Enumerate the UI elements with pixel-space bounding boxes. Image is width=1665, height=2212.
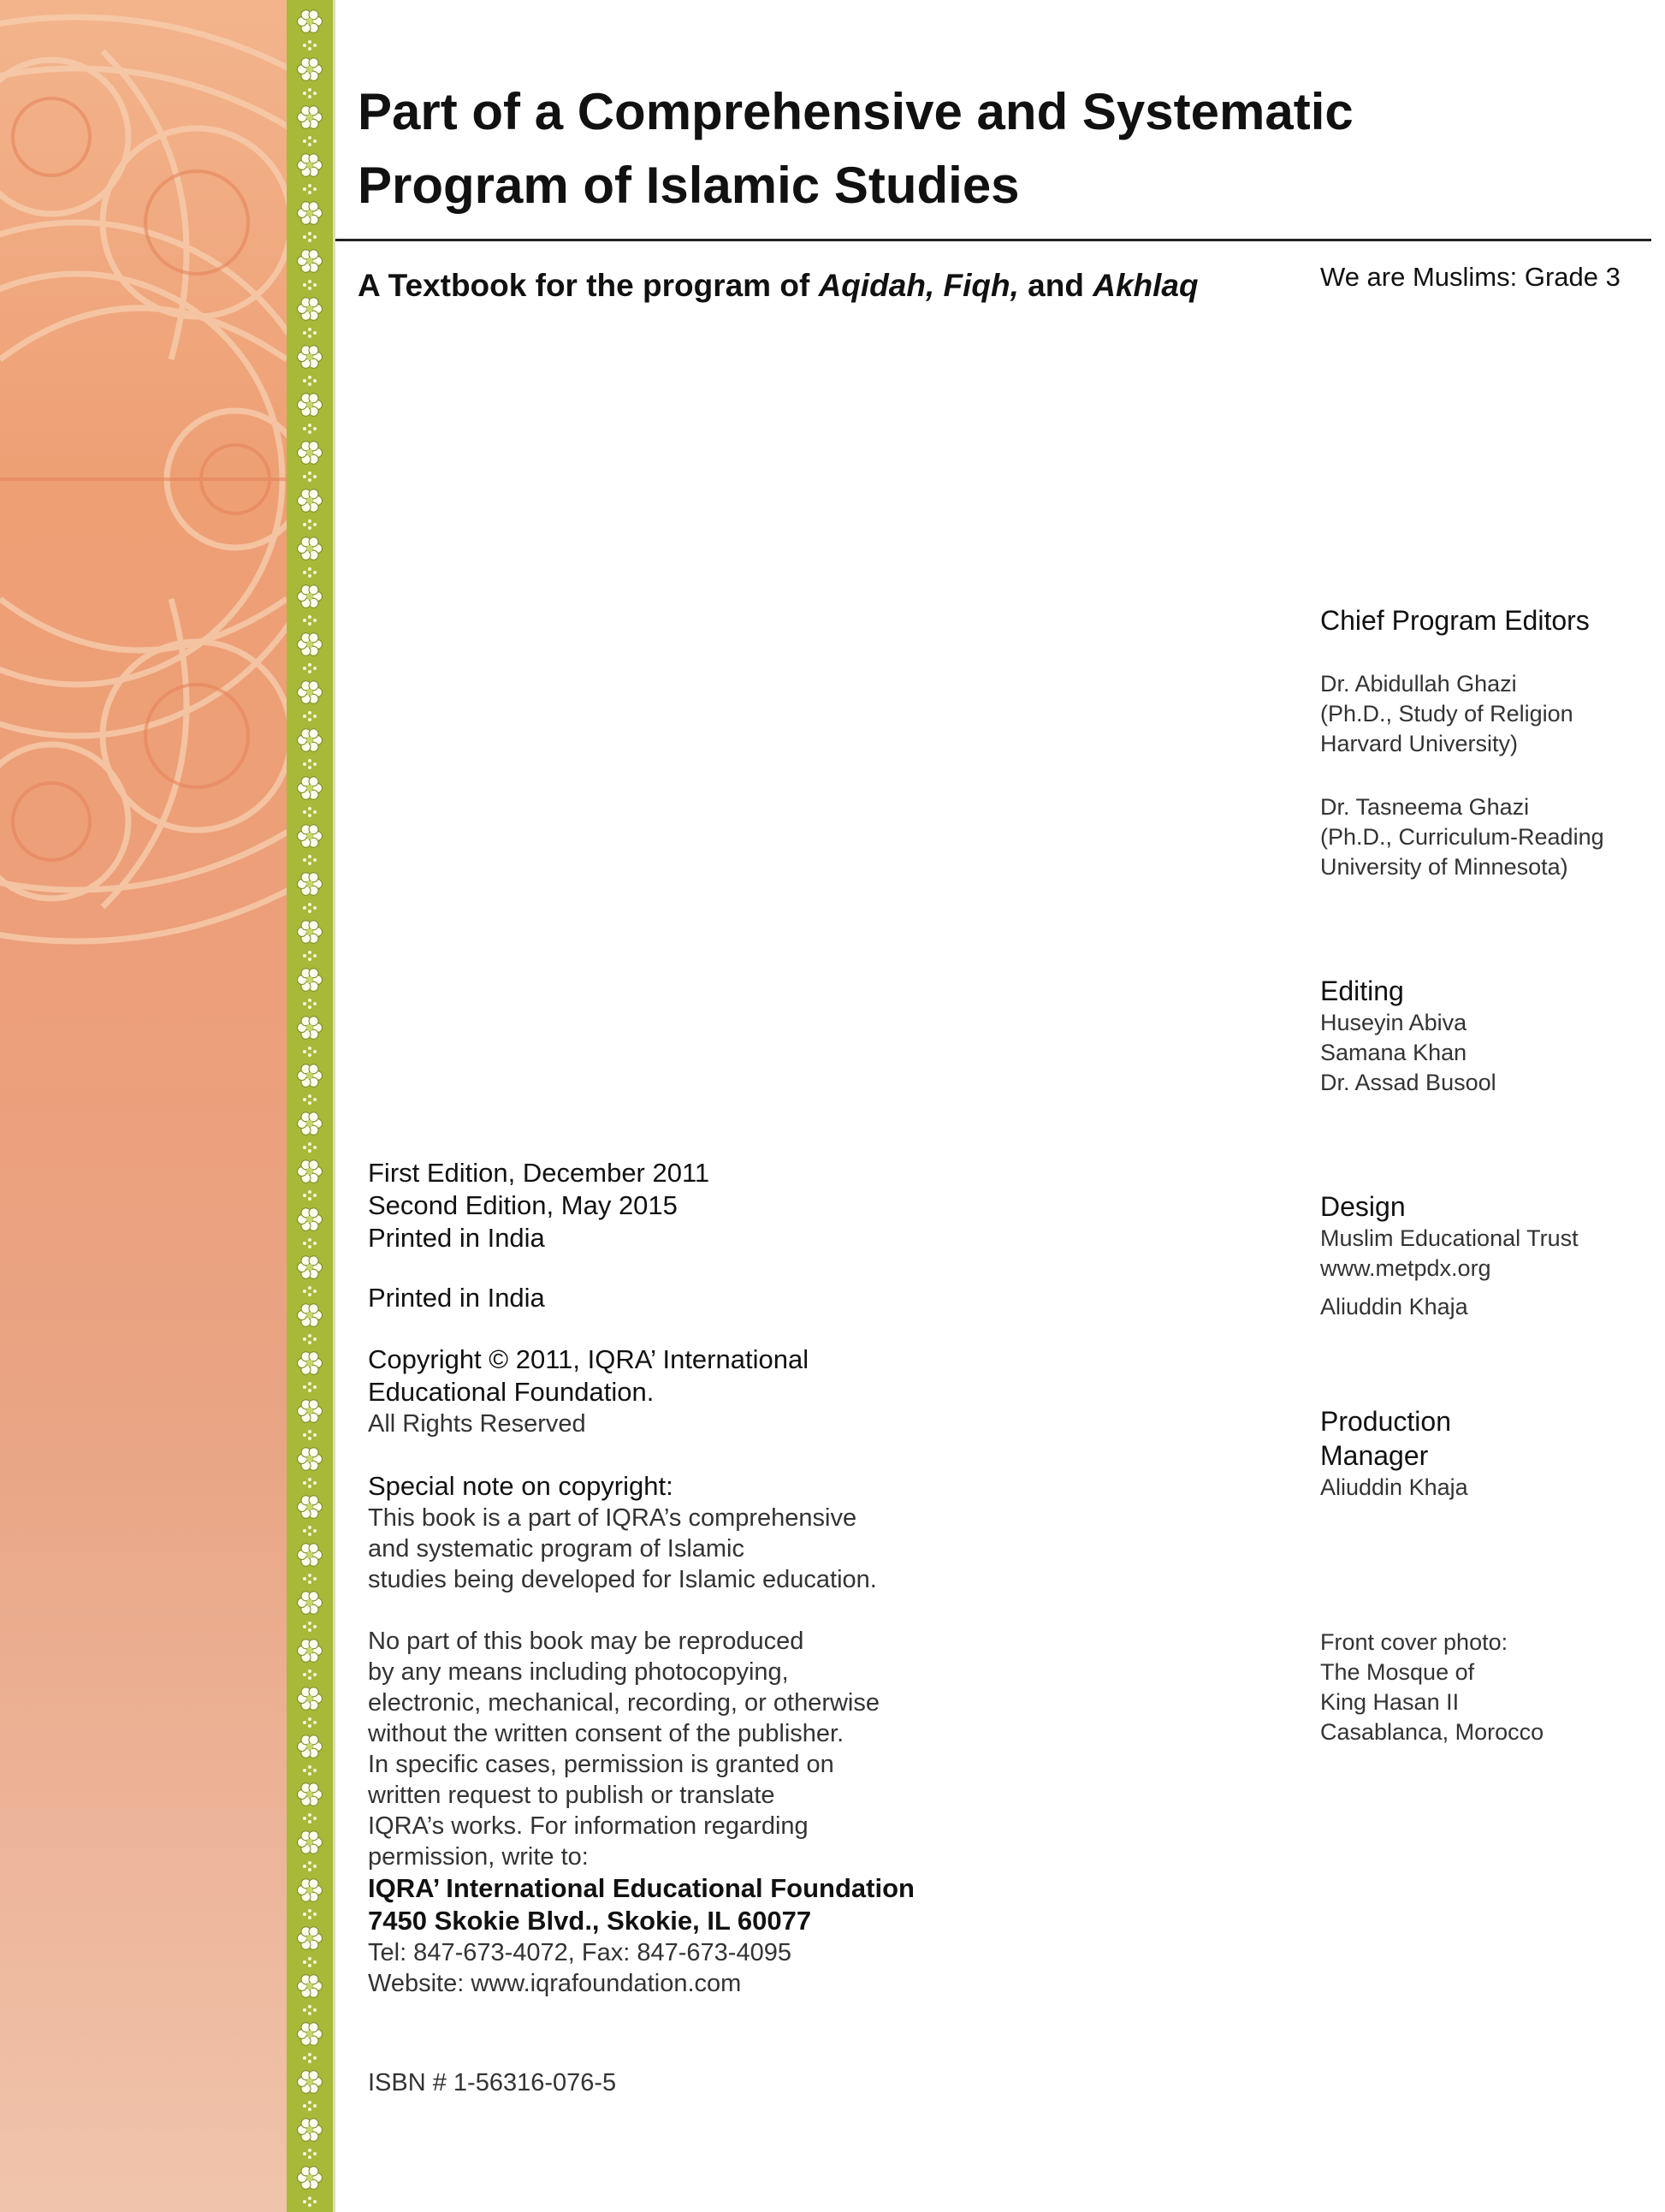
dot-separator-icon — [303, 1430, 317, 1440]
flower-icon — [298, 585, 323, 608]
flower-icon — [298, 1735, 323, 1758]
flower-icon — [298, 1640, 323, 1663]
cover-photo-line: Casablanca, Morocco — [1320, 1719, 1544, 1745]
dot-separator-icon — [303, 1142, 317, 1153]
panel-edge — [333, 0, 335, 2212]
design-block — [1320, 1189, 1579, 1322]
dot-separator-icon — [303, 1286, 317, 1296]
dot-separator-icon — [303, 1526, 317, 1536]
flower-icon — [298, 1592, 323, 1615]
dot-separator-icon — [303, 2197, 317, 2207]
flower-icon — [298, 489, 323, 513]
copyright-line-1: Copyright © 2011, IQRA’ International — [368, 1344, 809, 1374]
cover-photo-block — [1320, 1628, 1544, 1747]
permission-line: permission, write to: — [368, 1843, 589, 1871]
dot-separator-icon — [303, 951, 317, 961]
flower-icon — [298, 1304, 323, 1327]
flower-icon — [298, 1927, 323, 1950]
editor-1-university: Harvard University) — [1320, 731, 1519, 756]
dot-separator-icon — [303, 903, 317, 913]
dot-separator-icon — [303, 711, 317, 721]
chief-editors-block — [1320, 603, 1590, 638]
subtitle-akhlaq: Akhlaq — [1093, 268, 1199, 303]
permission-line: without the written consent of the publisher. — [368, 1720, 844, 1747]
dot-separator-icon — [303, 1765, 317, 1776]
dot-separator-icon — [303, 1717, 317, 1728]
flower-icon — [298, 154, 323, 177]
editor-1-degree: (Ph.D., Study of Religion — [1320, 701, 1573, 726]
editing-name: Dr. Assad Busool — [1320, 1070, 1496, 1095]
dot-separator-icon — [303, 1909, 317, 1919]
dot-separator-icon — [303, 1382, 317, 1392]
special-note-block — [368, 1470, 877, 1595]
flower-icon — [298, 1831, 323, 1854]
production-block — [1320, 1404, 1468, 1503]
edition-line: First Edition, December 2011 — [368, 1158, 710, 1188]
flower-icon — [298, 1975, 323, 1998]
flower-icon — [298, 1496, 323, 1519]
cover-photo-line: Front cover photo: — [1320, 1629, 1508, 1655]
printed-block — [368, 1282, 545, 1314]
dot-separator-icon — [303, 424, 317, 434]
permission-block — [368, 1626, 915, 1999]
subtitle-and: and — [1018, 268, 1093, 303]
dot-separator-icon — [303, 376, 317, 386]
subtitle-aqidah: Aqidah, — [818, 268, 935, 303]
editor-2-university: University of Minnesota) — [1320, 854, 1568, 880]
flower-icon — [298, 1160, 323, 1183]
flower-icon — [298, 10, 323, 33]
flower-icon — [298, 921, 323, 944]
dot-separator-icon — [303, 1813, 317, 1824]
copyright-line-2: Educational Foundation. — [368, 1377, 655, 1407]
permission-line: IQRA’s works. For information regarding — [368, 1812, 809, 1840]
dot-separator-icon — [303, 2101, 317, 2111]
editing-name: Huseyin Abiva — [1320, 1010, 1467, 1035]
dot-separator-icon — [303, 759, 317, 769]
dot-separator-icon — [303, 615, 317, 626]
permission-line: electronic, mechanical, recording, or otherwise — [368, 1689, 880, 1717]
flower-icon — [298, 633, 323, 656]
editions-block — [368, 1157, 709, 1254]
flower-icon — [298, 681, 323, 704]
flower-icon — [298, 202, 323, 225]
dot-separator-icon — [303, 1861, 317, 1871]
title-line-2: Program of Islamic Studies — [358, 157, 1020, 214]
design-url: www.metpdx.org — [1320, 1255, 1491, 1281]
flower-icon — [298, 969, 323, 992]
permission-line: written request to publish or translate — [368, 1782, 775, 1809]
page-title — [358, 75, 1598, 222]
production-heading-2: Manager — [1320, 1440, 1429, 1471]
dot-separator-icon — [303, 1190, 317, 1201]
publisher-name: IQRA’ International Educational Foundation — [368, 1873, 915, 1903]
edition-line: Second Edition, May 2015 — [368, 1190, 678, 1220]
flower-icon — [298, 873, 323, 896]
flower-icon — [298, 1687, 323, 1711]
editor-2-name: Dr. Tasneema Ghazi — [1320, 794, 1530, 820]
flower-icon — [298, 106, 323, 129]
flower-icon — [298, 298, 323, 321]
dot-separator-icon — [303, 1622, 317, 1632]
dot-separator-icon — [303, 328, 317, 338]
flower-icon — [298, 1783, 323, 1806]
rights-reserved: All Rights Reserved — [368, 1410, 586, 1438]
flower-icon — [298, 1448, 323, 1471]
dot-separator-icon — [303, 1238, 317, 1248]
arabesque-ornament — [0, 0, 287, 2212]
production-name: Aliuddin Khaja — [1320, 1474, 1468, 1500]
flower-icon — [298, 2167, 323, 2190]
dot-separator-icon — [303, 855, 317, 865]
dot-separator-icon — [303, 2149, 317, 2159]
design-heading: Design — [1320, 1191, 1406, 1222]
dot-separator-icon — [303, 1094, 317, 1105]
dot-separator-icon — [303, 567, 317, 578]
flower-icon — [298, 58, 323, 81]
dot-separator-icon — [303, 40, 317, 50]
flower-icon — [298, 442, 323, 465]
special-note-line: studies being developed for Islamic education. — [368, 1566, 877, 1593]
flower-icon — [298, 1879, 323, 1902]
flower-icon — [298, 825, 323, 848]
isbn: ISBN # 1-56316-076-5 — [368, 2069, 617, 2096]
design-line: Muslim Educational Trust — [1320, 1225, 1579, 1251]
subtitle-prefix: A Textbook for the program of — [358, 268, 819, 303]
flower-icon — [298, 1400, 323, 1423]
publisher-website: Website: www.iqrafoundation.com — [368, 1970, 742, 1997]
dot-separator-icon — [303, 1478, 317, 1488]
dot-separator-icon — [303, 1047, 317, 1057]
dot-separator-icon — [303, 1334, 317, 1344]
publisher-address: 7450 Skokie Blvd., Skokie, IL 60077 — [368, 1906, 812, 1936]
edition-line: Printed in India — [368, 1223, 545, 1253]
dot-separator-icon — [303, 232, 317, 242]
flower-border-icons — [287, 0, 333, 2212]
dot-separator-icon — [303, 999, 317, 1009]
dot-separator-icon — [303, 2053, 317, 2063]
flower-icon — [298, 777, 323, 800]
editing-heading: Editing — [1320, 976, 1404, 1006]
title-rule — [335, 239, 1651, 241]
editor-2 — [1320, 792, 1604, 882]
special-note-line: This book is a part of IQRA’s comprehensive — [368, 1504, 857, 1532]
isbn-block — [368, 2067, 616, 2098]
flower-icon — [298, 2023, 323, 2046]
decorative-side-panel — [0, 0, 287, 2212]
subtitle-fiqh: Fiqh, — [943, 268, 1019, 303]
production-heading-1: Production — [1320, 1406, 1451, 1437]
dot-separator-icon — [303, 1574, 317, 1584]
flower-icon — [298, 2071, 323, 2094]
dot-separator-icon — [303, 88, 317, 98]
flower-icon — [298, 250, 323, 273]
dot-separator-icon — [303, 184, 317, 194]
floral-border-strip — [287, 0, 333, 2212]
flower-icon — [298, 537, 323, 560]
flower-icon — [298, 1544, 323, 1567]
flower-icon — [298, 729, 323, 752]
chief-editors-heading: Chief Program Editors — [1320, 605, 1590, 636]
flower-icon — [298, 1064, 323, 1088]
special-note-heading: Special note on copyright: — [368, 1471, 673, 1501]
dot-separator-icon — [303, 1669, 317, 1680]
flower-icon — [298, 394, 323, 417]
printed-line: Printed in India — [368, 1283, 545, 1313]
flower-icon — [298, 2119, 323, 2142]
editing-block — [1320, 974, 1496, 1098]
dot-separator-icon — [303, 519, 317, 530]
editor-1-name: Dr. Abidullah Ghazi — [1320, 671, 1517, 697]
dot-separator-icon — [303, 807, 317, 817]
dot-separator-icon — [303, 280, 317, 290]
editing-name: Samana Khan — [1320, 1040, 1467, 1065]
dot-separator-icon — [303, 663, 317, 673]
flower-icon — [298, 1208, 323, 1231]
flower-icon — [298, 1112, 323, 1136]
permission-line: No part of this book may be reproduced — [368, 1628, 804, 1655]
permission-line: by any means including photocopying, — [368, 1658, 789, 1686]
dot-separator-icon — [303, 1957, 317, 1967]
special-note-line: and systematic program of Islamic — [368, 1535, 744, 1563]
flower-icon — [298, 346, 323, 369]
cover-photo-line: The Mosque of — [1320, 1659, 1475, 1685]
flower-icon — [298, 1352, 323, 1375]
cover-photo-line: King Hasan II — [1320, 1689, 1460, 1715]
subtitle — [358, 268, 1199, 304]
dot-separator-icon — [303, 2005, 317, 2015]
dot-separator-icon — [303, 471, 317, 482]
flower-icon — [298, 1256, 323, 1279]
grade-label: We are Muslims: Grade 3 — [1320, 262, 1621, 292]
permission-line: In specific cases, permission is granted on — [368, 1751, 834, 1778]
flower-icon — [298, 1017, 323, 1040]
publisher-phone-fax: Tel: 847-673-4072, Fax: 847-673-4095 — [368, 1939, 791, 1966]
editor-1 — [1320, 669, 1573, 759]
editor-2-degree: (Ph.D., Curriculum-Reading — [1320, 824, 1604, 850]
copyright-block — [368, 1343, 809, 1439]
title-line-1: Part of a Comprehensive and Systematic — [358, 83, 1354, 140]
dot-separator-icon — [303, 136, 317, 146]
design-extra: Aliuddin Khaja — [1320, 1294, 1468, 1319]
